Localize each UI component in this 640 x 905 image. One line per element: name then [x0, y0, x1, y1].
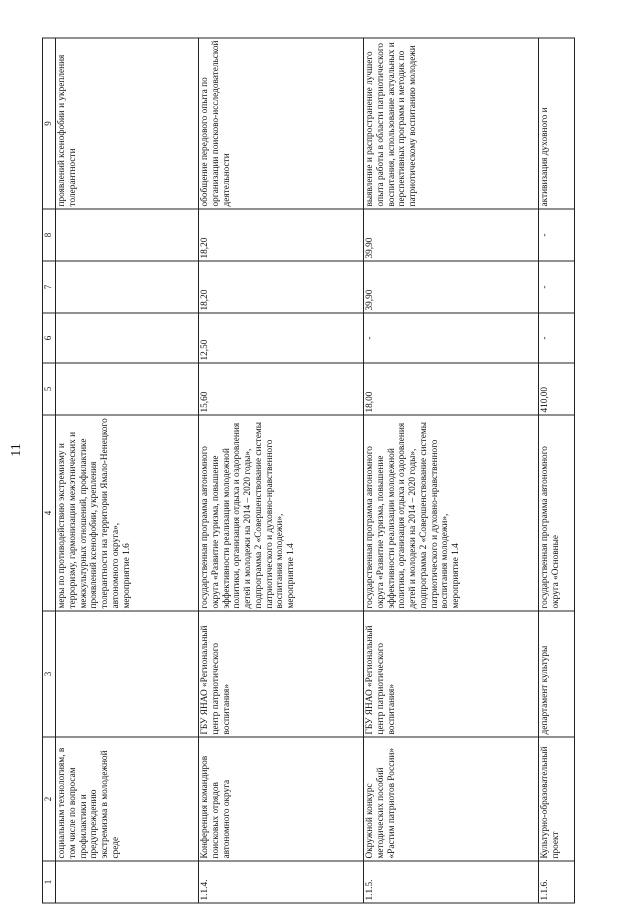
- program-table: [42, 38, 575, 904]
- value-col-6: -: [539, 313, 575, 363]
- executor: ГБУ ЯНАО «Региональный центр патриотического воспитания»: [364, 611, 539, 737]
- event-name: Культурно-образовательный проект: [539, 737, 575, 861]
- program-reference: государственная программа автономного округа «Основные: [539, 415, 575, 611]
- value-col-8: 18,20: [199, 209, 364, 261]
- executor: ГБУ ЯНАО «Региональный центр патриотического воспитания»: [199, 611, 364, 737]
- col-header-7: 7: [43, 261, 56, 313]
- table-row: [56, 38, 199, 903]
- expected-result: выявление и распространение лучшего опыта работы в области патриотического воспитания, использование актуальных и перспективных программ и методик по патриотическому воспитанию молодежи: [364, 38, 539, 209]
- program-reference: государственная программа автономного округа «Развитие туризма, повышение эффективности реализации молодежной политики, организация отдыха и оздоровления детей и молодежи на 2014 – 2020 годы», подпрограмма 2 «Совершенствование системы патриотического и духовно-нравственного воспитания молодежи», мероприятие 1.4: [199, 415, 364, 611]
- program-reference: государственная программа автономного округа «Развитие туризма, повышение эффективности реализации молодежной политики, организация отдыха и оздоровления детей и молодежи на 2014 – 2020 годы», подпрограмма 2 «Совершенствование системы патриотического и духовно-нравственного воспитания молодежи», мероприятие 1.4: [364, 415, 539, 611]
- executor: департамент культуры: [539, 611, 575, 737]
- col-header-4: 4: [43, 415, 56, 611]
- col-header-2: 2: [43, 737, 56, 861]
- expected-result: обобщение передового опыта по организации поисково-исследовательской деятельности: [199, 38, 364, 209]
- event-name: Конференция командиров поисковых отрядов автономного округа: [199, 737, 364, 861]
- table-row: [364, 38, 539, 903]
- expected-result: проявлений ксенофобии и укрепления толерантности: [56, 38, 199, 209]
- page-number: 11: [9, 443, 24, 457]
- value-col-8: [56, 209, 199, 261]
- event-name: социальным технологиям, в том числе по вопросам профилактики и предупреждению экстремизма в молодежной среде: [56, 737, 199, 861]
- table-wrapper: [42, 39, 598, 904]
- value-col-5: [56, 363, 199, 415]
- value-col-5: 15,60: [199, 363, 364, 415]
- value-col-5: 18,00: [364, 363, 539, 415]
- col-header-3: 3: [43, 611, 56, 737]
- value-col-8: 39,90: [364, 209, 539, 261]
- value-col-7: 18,20: [199, 261, 364, 313]
- event-name: Окружной конкурс методических пособий «Растим патриотов России»: [364, 737, 539, 861]
- value-col-5: 410,00: [539, 363, 575, 415]
- row-number: [56, 861, 199, 903]
- value-col-8: -: [539, 209, 575, 261]
- value-col-7: [56, 261, 199, 313]
- col-header-9: 9: [43, 38, 56, 209]
- col-header-6: 6: [43, 313, 56, 363]
- expected-result: активизация духовного и: [539, 38, 575, 209]
- row-number: 1.1.5.: [364, 861, 539, 903]
- value-col-7: -: [539, 261, 575, 313]
- col-header-8: 8: [43, 209, 56, 261]
- executor: [56, 611, 199, 737]
- header-row: [43, 38, 56, 903]
- col-header-5: 5: [43, 363, 56, 415]
- value-col-6: [56, 313, 199, 363]
- col-header-1: 1: [43, 861, 56, 903]
- row-number: 1.1.4.: [199, 861, 364, 903]
- value-col-6: -: [364, 313, 539, 363]
- table-row: [199, 38, 364, 903]
- row-number: 1.1.6.: [539, 861, 575, 903]
- program-reference: меры по противодействию экстремизму и терроризму, гармонизации межэтнических и межкультурных отношений, профилактике проявлений ксенофобии, укрепления толерантности на территории Ямало-Ненецкого автономного округа», мероприятие 1.6: [56, 415, 199, 611]
- value-col-7: 39,90: [364, 261, 539, 313]
- value-col-6: 12,50: [199, 313, 364, 363]
- table-row: [539, 38, 575, 903]
